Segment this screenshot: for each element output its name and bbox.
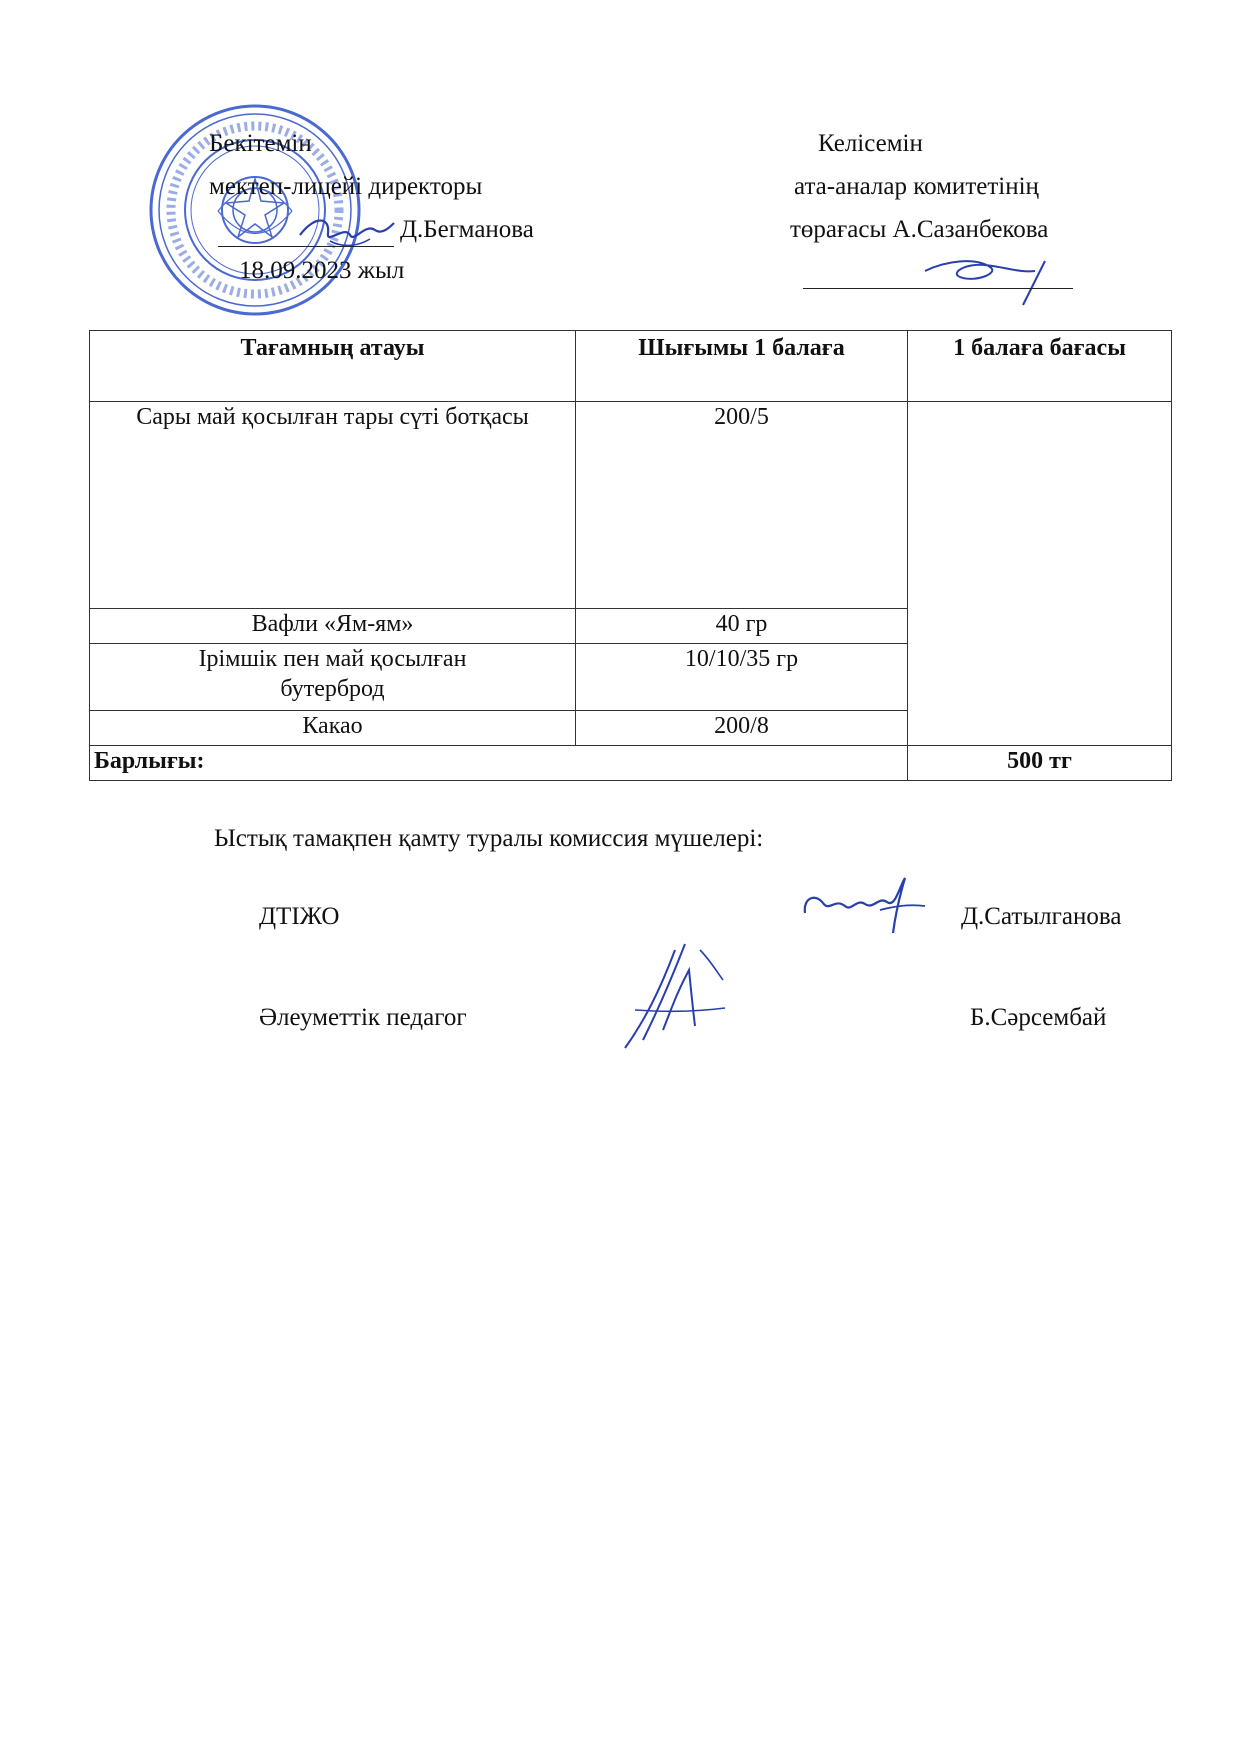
dish-portion: 10/10/35 гр [576,644,908,711]
header-price: 1 балаға бағасы [908,331,1172,402]
committee-signature-icon [905,243,1075,308]
approve-title: Бекітемін [209,130,312,157]
agree-signature-line [803,288,1073,289]
agree-name: төрағасы А.Сазанбекова [790,216,1049,243]
agree-position: ата-аналар комитетінің [794,173,1039,200]
total-label: Барлығы: [90,746,908,781]
price-cell [908,402,1172,746]
header-dish-name: Тағамның атауы [90,331,576,402]
member-role: ДТІЖО [259,903,340,930]
member-role: Әлеуметтік педагог [259,1004,467,1031]
member-signature-icon [605,930,735,1060]
dish-name: Сары май қосылған тары сүті ботқасы [90,402,576,609]
agree-title: Келісемін [818,130,923,157]
table-header-row [90,331,1172,402]
dish-name: Какао [90,711,576,746]
approve-position: мектеп-лицейі директоры [209,173,483,200]
member-name: Д.Сатылганова [961,903,1122,930]
header-portion: Шығымы 1 балаға [576,331,908,402]
total-value: 500 тг [908,746,1172,781]
menu-table [89,330,1172,781]
director-signature-icon [290,205,400,255]
commission-heading: Ыстық тамақпен қамту туралы комиссия мүшелері: [214,825,764,852]
table-total-row [90,746,1172,781]
approve-name: Д.Бегманова [400,216,534,243]
member-signature-icon [795,868,935,938]
approve-date: 18.09.2023 жыл [239,257,405,284]
member-name: Б.Сәрсембай [970,1004,1107,1031]
dish-name: Вафли «Ям-ям» [90,609,576,644]
table-row [90,402,1172,609]
dish-name: Ірімшік пен май қосылған бутерброд [90,644,576,711]
dish-portion: 40 гр [576,609,908,644]
dish-portion: 200/8 [576,711,908,746]
dish-portion: 200/5 [576,402,908,609]
